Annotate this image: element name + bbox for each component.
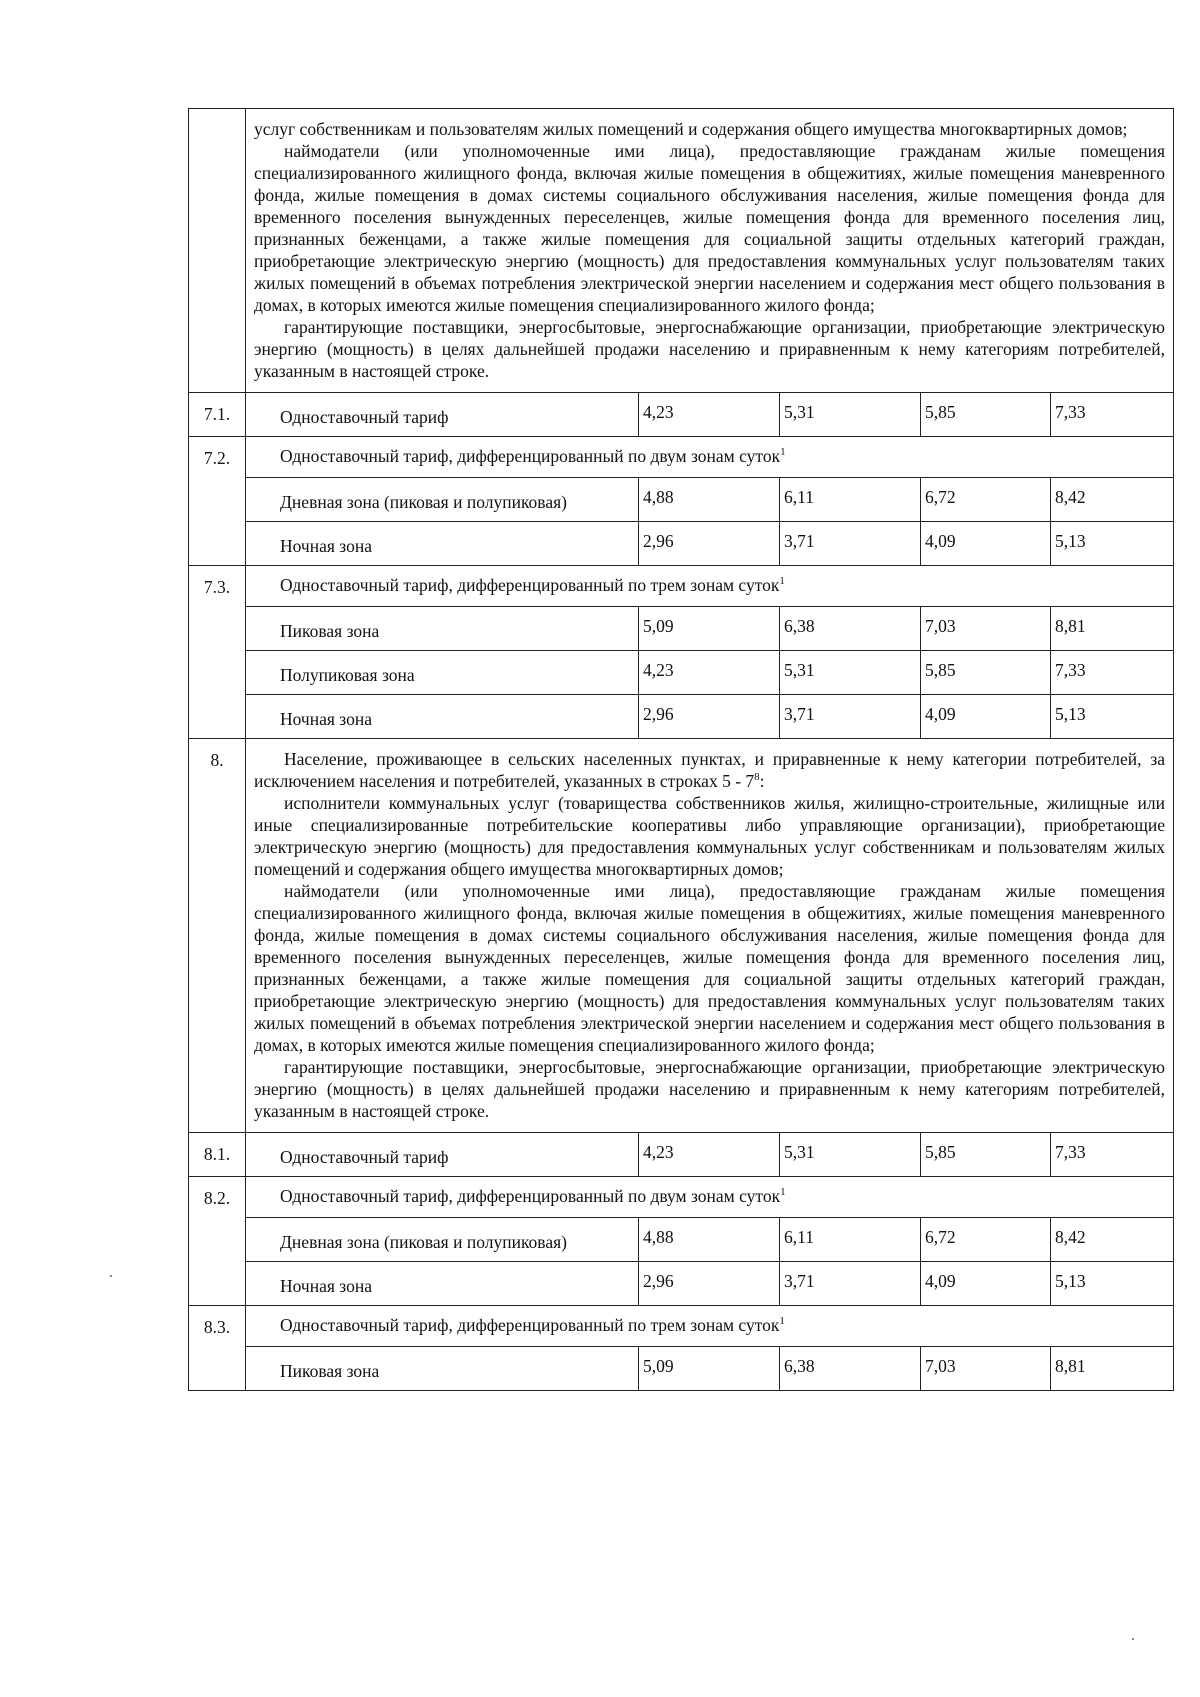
row-label: Ночная зона	[246, 1262, 639, 1306]
tariff-value: 2,96	[639, 522, 780, 566]
tariff-value: 2,96	[639, 695, 780, 739]
row-label: Дневная зона (пиковая и полупиковая)	[246, 1218, 639, 1262]
paragraph: исполнители коммунальных услуг (товарищества собственников жилья, жилищно-строительные, жилищные или иные специализированные потребительские кооперативы либо управляющие организации), приобретающие электрическую энергию (мощность) для предоставления коммунальных услуг собственникам и пользователям жилых помещений и содержания общего имущества многоквартирных домов;	[254, 793, 1165, 879]
row-label: Одноставочный тариф, дифференцированный по трем зонам суток	[280, 575, 780, 595]
tariff-table	[188, 108, 1174, 1391]
tariff-value: 8,81	[1051, 607, 1174, 651]
tariff-value: 5,85	[921, 393, 1051, 437]
row-number: 7.3.	[189, 566, 246, 739]
tariff-value: 8,42	[1051, 1218, 1174, 1262]
tariff-value: 5,85	[921, 651, 1051, 695]
table-row	[189, 1347, 1174, 1391]
table-row	[189, 522, 1174, 566]
tariff-value: 6,72	[921, 478, 1051, 522]
table-row	[189, 437, 1174, 478]
tariff-value: 2,96	[639, 1262, 780, 1306]
table-row	[189, 478, 1174, 522]
table-row	[189, 566, 1174, 607]
scan-speck	[110, 1275, 112, 1277]
table-row	[189, 393, 1174, 437]
row-label: Одноставочный тариф, дифференцированный по двум зонам суток	[280, 1186, 781, 1206]
tariff-value: 4,88	[639, 478, 780, 522]
row-label: Пиковая зона	[246, 607, 639, 651]
table-row	[189, 1177, 1174, 1218]
table-row	[189, 1133, 1174, 1177]
tariff-value: 3,71	[780, 522, 921, 566]
footnote-mark: 1	[780, 446, 786, 459]
row-section-label	[246, 566, 1174, 607]
row-section-label	[246, 1306, 1174, 1347]
tariff-value: 4,09	[921, 522, 1051, 566]
row-label: Одноставочный тариф	[246, 1133, 639, 1177]
paragraph: наймодатели (или уполномоченные ими лица), предоставляющие гражданам жилые помещения специализированного жилищного фонда, включая жилые помещения в общежитиях, жилые помещения маневренного фонда, жилые помещения в домах системы социального обслуживания населения, жилые помещения фонда для временного поселения вынужденных переселенцев, жилые помещения фонда для временного поселения лиц, признанных беженцами, а также жилые помещения для социальной защиты отдельных категорий граждан, приобретающие электрическую энергию (мощность) для предоставления коммунальных услуг пользователям таких жилых помещений в объемах потребления электрической энергии населением и содержания мест общего пользования в домах, в которых имеются жилые помещения специализированного жилого фонда;	[254, 881, 1165, 1055]
tariff-value: 5,31	[780, 1133, 921, 1177]
tariff-value: 4,09	[921, 695, 1051, 739]
row-section-label	[246, 1177, 1174, 1218]
row-label: Одноставочный тариф	[246, 393, 639, 437]
tariff-value: 7,33	[1051, 651, 1174, 695]
row-label: Полупиковая зона	[246, 651, 639, 695]
row-label: Дневная зона (пиковая и полупиковая)	[246, 478, 639, 522]
footnote-mark: 8	[754, 771, 760, 784]
tariff-value: 8,42	[1051, 478, 1174, 522]
tariff-value: 7,33	[1051, 393, 1174, 437]
tariff-value: 5,31	[780, 393, 921, 437]
row-label: Пиковая зона	[246, 1347, 639, 1391]
tariff-value: 5,13	[1051, 695, 1174, 739]
row-8-description	[246, 739, 1174, 1133]
row-label: Одноставочный тариф, дифференцированный по двум зонам суток	[280, 446, 781, 466]
paragraph: гарантирующие поставщики, энергосбытовые, энергоснабжающие организации, приобретающие электрическую энергию (мощность) в целях дальнейшей продажи населению и приравненным к нему категориям потребителей, указанным в настоящей строке.	[254, 317, 1165, 381]
table-row	[189, 695, 1174, 739]
footnote-mark: 1	[780, 1186, 786, 1199]
row-number-empty	[189, 109, 246, 393]
paragraph	[254, 748, 1165, 792]
paragraph-text: Население, проживающее в сельских населенных пунктах, и приравненные к нему категории потребителей, за исключением населения и потребителей, указанных в строках 5 - 7	[254, 749, 1165, 791]
footnote-mark: 1	[779, 1315, 785, 1328]
paragraph-end: :	[759, 771, 765, 791]
paragraph: наймодатели (или уполномоченные ими лица), предоставляющие гражданам жилые помещения специализированного жилищного фонда, включая жилые помещения в общежитиях, жилые помещения маневренного фонда, жилые помещения в домах системы социального обслуживания населения, жилые помещения фонда для временного поселения вынужденных переселенцев, жилые помещения фонда для временного поселения лиц, признанных беженцами, а также жилые помещения для социальной защиты отдельных категорий граждан, приобретающие электрическую энергию (мощность) для предоставления коммунальных услуг пользователям таких жилых помещений в объемах потребления электрической энергии населением и содержания мест общего пользования в домах, в которых имеются жилые помещения специализированного жилого фонда;	[254, 141, 1165, 315]
tariff-value: 6,11	[780, 478, 921, 522]
tariff-value: 4,09	[921, 1262, 1051, 1306]
row-7-description	[246, 109, 1174, 393]
tariff-value: 6,38	[780, 1347, 921, 1391]
row-number: 8.1.	[189, 1133, 246, 1177]
row-number: 7.2.	[189, 437, 246, 566]
tariff-value: 4,23	[639, 393, 780, 437]
row-number: 8.3.	[189, 1306, 246, 1391]
tariff-value: 5,13	[1051, 1262, 1174, 1306]
row-7-intro	[189, 109, 1174, 393]
tariff-value: 3,71	[780, 695, 921, 739]
tariff-value: 5,85	[921, 1133, 1051, 1177]
tariff-value: 5,31	[780, 651, 921, 695]
tariff-value: 5,09	[639, 607, 780, 651]
tariff-value: 5,13	[1051, 522, 1174, 566]
footnote-mark: 1	[779, 575, 785, 588]
tariff-value: 6,11	[780, 1218, 921, 1262]
table-row	[189, 1306, 1174, 1347]
paragraph: гарантирующие поставщики, энергосбытовые, энергоснабжающие организации, приобретающие электрическую энергию (мощность) в целях дальнейшей продажи населению и приравненным к нему категориям потребителей, указанным в настоящей строке.	[254, 1057, 1165, 1121]
tariff-value: 6,72	[921, 1218, 1051, 1262]
row-section-label	[246, 437, 1174, 478]
tariff-value: 4,23	[639, 651, 780, 695]
tariff-value: 7,03	[921, 1347, 1051, 1391]
tariff-value: 6,38	[780, 607, 921, 651]
row-label: Одноставочный тариф, дифференцированный по трем зонам суток	[280, 1315, 780, 1335]
tariff-value: 7,03	[921, 607, 1051, 651]
table-row	[189, 1262, 1174, 1306]
scan-speck	[1132, 1638, 1134, 1640]
tariff-value: 5,09	[639, 1347, 780, 1391]
tariff-value: 4,88	[639, 1218, 780, 1262]
row-label: Ночная зона	[246, 522, 639, 566]
paragraph: услуг собственникам и пользователям жилых помещений и содержания общего имущества многоквартирных домов;	[254, 119, 1128, 139]
tariff-value: 3,71	[780, 1262, 921, 1306]
row-number: 8.2.	[189, 1177, 246, 1306]
row-number: 7.1.	[189, 393, 246, 437]
tariff-value: 7,33	[1051, 1133, 1174, 1177]
table-row	[189, 651, 1174, 695]
table-row	[189, 1218, 1174, 1262]
row-label: Ночная зона	[246, 695, 639, 739]
tariff-value: 8,81	[1051, 1347, 1174, 1391]
row-number: 8.	[189, 739, 246, 1133]
tariff-value: 4,23	[639, 1133, 780, 1177]
row-8-intro	[189, 739, 1174, 1133]
table-row	[189, 607, 1174, 651]
